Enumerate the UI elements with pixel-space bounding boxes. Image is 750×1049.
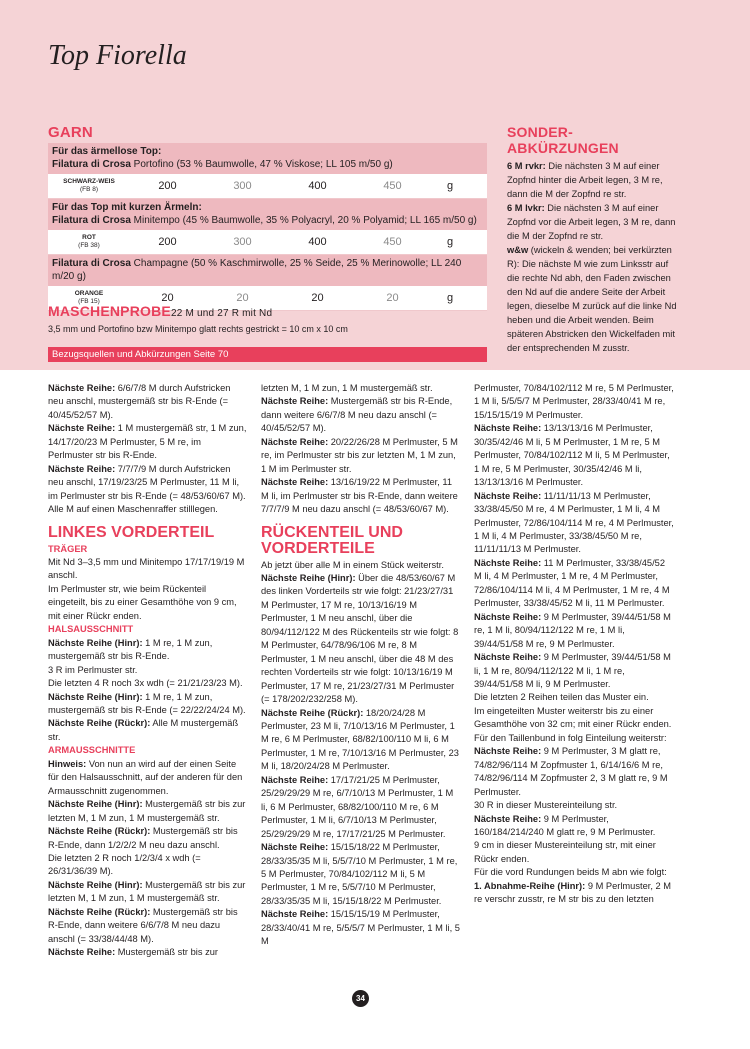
instruction-text: 1 M re, 1 M zun, mustergemäß str bis R-Ende (= 22/22/24/24 M). (48, 691, 246, 715)
instruction-text: 15/15/15/19 M Perlmuster, 28/33/40/41 M re, 5/5/5/7 M Perlmuster, 1 M li, 5 M (261, 909, 460, 947)
color-name: SCHWARZ-WEIS (63, 178, 115, 185)
row-label: Nächste Reihe: (261, 396, 329, 407)
text-column-2 (261, 382, 461, 949)
row-label: Nächste Reihe: (474, 746, 542, 757)
instruction-paragraph (261, 559, 461, 572)
instruction-paragraph (474, 705, 674, 732)
instruction-text: 9 M Perlmuster, 3 M glatt re, 74/82/96/114 M Zopfmuster 1, 6/14/16/6 M re, 74/82/96/114 M Zopfmuster 2, 3 M glatt re, 9 M Perlmuster. (474, 746, 668, 797)
instruction-text: 9 cm in dieser Mustereinteilung str, mit einer Rückr enden. (474, 840, 656, 864)
instruction-text: 3 R im Perlmuster str. (48, 664, 138, 675)
yarn-row-line1: Für das ärmellose Top: (52, 146, 162, 157)
section-heading: LINKES VORDERTEIL (48, 523, 215, 541)
instruction-text: 9 M Perlmuster, 39/44/51/58 M re, 1 M li, 80/94/112/122 M re, 1 M li, 39/44/51/58 M re, 9 M Perlmuster. (474, 611, 671, 649)
instruction-paragraph (474, 880, 674, 907)
yarn-size-row (48, 174, 487, 199)
instruction-paragraph (48, 691, 248, 718)
page-number: 34 (352, 990, 369, 1007)
instruction-text: 1 M mustergemäß str, 1 M zun, 14/17/20/23 M Perlmuster, 5 M re, im Perlmuster str bis R-Ende. (48, 423, 247, 461)
instruction-paragraph (261, 774, 461, 841)
color-code: (FB 8) (79, 186, 99, 193)
color-code: (FB 15) (78, 298, 100, 305)
instruction-paragraph (48, 946, 248, 959)
row-label: Nächste Reihe: (474, 490, 542, 501)
unit: g (446, 236, 454, 248)
color-code: (FB 38) (78, 242, 100, 249)
instruction-paragraph (48, 556, 248, 583)
row-label: Nächste Reihe: (48, 947, 116, 958)
sonder-body (507, 159, 677, 355)
instruction-paragraph (48, 677, 248, 690)
instruction-paragraph (261, 908, 461, 948)
instruction-text: Mustergemäß str bis zur (115, 947, 218, 958)
row-label: Nächste Reihe (Hinr): (261, 572, 356, 583)
size-value: 20 (386, 292, 399, 304)
row-label: Nächste Reihe (Rückr): (48, 906, 151, 917)
instruction-paragraph (474, 799, 674, 812)
row-label: Nächste Reihe: (261, 477, 329, 488)
sonder-abkuerzungen (507, 124, 677, 355)
text-column-3 (474, 382, 674, 907)
instruction-paragraph (474, 813, 674, 840)
size-value: 200 (158, 236, 177, 248)
row-label: Nächste Reihe: (261, 842, 329, 853)
row-label: Hinweis: (48, 758, 87, 769)
instruction-text: letzten M, 1 M zun, 1 M mustergemäß str. (261, 383, 433, 393)
color-label (48, 234, 130, 250)
size-value: 300 (233, 180, 252, 192)
instruction-text: Die letzten 2 Reihen teilen das Muster ein. (474, 692, 649, 703)
instruction-text: Mustergemäß str bis zur letzten M, 1 M zun, 1 M mustergemäß str. (48, 879, 246, 904)
instruction-text: Die letzten 4 R noch 3x wdh (= 21/21/23/23 M). (48, 678, 243, 689)
row-label: 1. Abnahme-Reihe (Hinr): (474, 880, 586, 891)
instruction-text: 1 M re, 1 M zun, mustergemäß str bis R-Ende. (48, 637, 213, 662)
instruction-text: 17/17/21/25 M Perlmuster, 25/29/29/29 M re, 6/7/10/13 M Perlmuster, 1 M li, 6 M Perlmuster, 68/82/100/110 M re, 6 M Perlmuster, 1 M li, 6/7/10/13 M Perlmuster, 25/29/29/29 M re, 17/17/21/25 M Perlmuster. (261, 774, 454, 839)
instruction-paragraph (261, 436, 461, 476)
row-label: Nächste Reihe: (474, 423, 542, 434)
maschenprobe-inline: 22 M und 27 R mit Nd (170, 308, 273, 319)
unit: g (446, 180, 454, 192)
instruction-text: 11 M Perlmuster, 33/38/45/52 M li, 4 M Perlmuster, 1 M re, 4 M Perlmuster, 72/86/104/114 M li, 4 M Perlmuster, 1 M re, 4 M Perlmuster, 33/38/45/52 M li, 11 M Perlmuster. (474, 557, 670, 609)
abbr-term: w&w (507, 245, 529, 255)
yarn-row-head (48, 199, 487, 230)
yarn-brand: Filatura di Crosa (52, 158, 131, 170)
instruction-text: 20/22/26/28 M Perlmuster, 5 M re, im Perlmuster str bis zur letzten M, 1 M zun, 1 M im Perlmuster str. (261, 436, 458, 474)
size-value: 20 (161, 292, 174, 304)
instruction-text: Alle M mustergemäß str. (48, 718, 239, 742)
instruction-paragraph (474, 490, 674, 557)
instruction-paragraph (474, 611, 674, 651)
yarn-desc: Minitempo (45 % Baumwolle, 35 % Polyacryl, 20 % Polyamid; LL 165 m/50 g) (130, 214, 477, 226)
instruction-text: Mustergemäß str bis R-Ende, dann 1/2/2/2 M neu dazu anschl. (48, 826, 238, 850)
yarn-table (48, 143, 487, 311)
row-label: Nächste Reihe: (48, 463, 116, 474)
instruction-paragraph (48, 825, 248, 852)
instruction-text: Über die 48/53/60/67 M des linken Vorderteils str wie folgt: 21/23/27/31 M Perlmuster, 17 M re, 10/13/16/19 M Perlmuster, 1 M neu anschl, über die 80/94/112/122 M des Rückenteils str wie folgt: 8 M Perlmuster, 64/78/96/106 M re, 8 M Perlmuster, 1 M neu anschl, über die 48 M des rechten Vorderteils str wie folgt: 10/13/16/19 M Perlmuster, 17 M re, 21/23/27/31 M Perlmuster (= 178/202/232/258 M). (261, 572, 459, 705)
size-value: 200 (158, 180, 177, 192)
yarn-row-head (48, 255, 487, 286)
instruction-text: Für die vord Rundungen beids M abn wie folgt: (474, 867, 667, 878)
instruction-paragraph (48, 583, 248, 623)
instruction-text: Von nun an wird auf der einen Seite für den Halsausschnitt, auf der anderen für den Armausschnitt zugenommen. (48, 758, 243, 796)
row-label: Nächste Reihe: (474, 652, 542, 663)
size-value: 450 (383, 236, 402, 248)
subsection-heading: ARMAUSSCHNITTE (48, 745, 136, 756)
subsection-heading: HALSAUSSCHNITT (48, 624, 134, 635)
instruction-paragraph (474, 382, 674, 422)
row-label: Nächste Reihe (Hinr): (48, 637, 143, 648)
maschenprobe-title: MASCHENPROBE (48, 303, 171, 319)
abbr-text: Die nächsten 3 M auf einer Zopfnd vor die Arbeit legen, 3 M re, dann die M der Zopfnd re str. (507, 203, 676, 241)
instruction-text: Alle M auf einen Maschenraffer stilllegen. (48, 504, 218, 515)
abbr-text: Die nächsten 3 M auf einer Zopfnd hinter die Arbeit legen, 3 M re, dann die M der Zopfnd re str. (507, 161, 663, 199)
instruction-paragraph (48, 664, 248, 677)
row-label: Nächste Reihe (Hinr): (48, 691, 143, 702)
instruction-paragraph (48, 906, 248, 946)
instruction-text: 13/16/19/22 M Perlmuster, 11 M li, im Perlmuster str bis R-Ende, dann weitere 7/7/7/9 M neu dazu anschl (= 48/53/60/67 M). (261, 477, 458, 515)
instruction-paragraph (474, 422, 674, 489)
instruction-text: Die letzten 2 R noch 1/2/3/4 x wdh (= 26/31/36/39 M). (48, 852, 201, 877)
instruction-paragraph (261, 572, 461, 707)
color-name: ROT (82, 234, 96, 241)
instruction-paragraph (474, 866, 674, 879)
instruction-paragraph (474, 732, 674, 745)
sonder-heading: SONDER-ABKÜRZUNGEN (507, 124, 619, 156)
instruction-text: 11/11/11/13 M Perlmuster, 33/38/45/50 M re, 4 M Perlmuster, 1 M li, 4 M Perlmuster, 72/86/104/114 M re, 4 M Perlmuster, 1 M li, 4 M Perlmuster, 33/38/45/50 M re, 11/11/11/13 M Perlmuster. (474, 490, 674, 555)
row-label: Nächste Reihe: (261, 436, 329, 447)
page-title: Top Fiorella (48, 40, 187, 71)
instruction-paragraph (48, 717, 248, 744)
size-value: 400 (308, 236, 327, 248)
instruction-paragraph (48, 382, 248, 422)
instruction-paragraph (474, 839, 674, 866)
instruction-text: 7/7/7/9 M durch Aufstricken neu anschl, 17/19/23/25 M Perlmuster, 11 M li, im Perlmuster str bis R-Ende (= 48/53/60/67 M). (48, 463, 246, 501)
instruction-text: Mustergemäß str bis zur letzten M, 1 M zun, 1 M mustergemäß str. (48, 799, 246, 823)
row-label: Nächste Reihe: (474, 813, 542, 824)
size-value: 400 (308, 180, 327, 192)
bezugsquellen-bar: Bezugsquellen und Abkürzungen Seite 70 (48, 347, 487, 362)
text-column-1 (48, 382, 248, 960)
abbr-term: 6 M lvkr: (507, 203, 545, 213)
instruction-text: Mit Nd 3–3,5 mm und Minitempo 17/17/19/19 M anschl. (48, 556, 245, 581)
instruction-text: 18/20/24/28 M Perlmuster, 23 M li, 7/10/13/16 M Perlmuster, 1 M re, 6 M Perlmuster, 68/82/100/110 M li, 6 M Perlmuster, 1 M re, 7/10/13/16 M Perlmuster, 23 M li, 18/20/24/28 M Perlmuster. (261, 707, 459, 772)
instruction-paragraph (48, 637, 248, 664)
instruction-text: Mustergemäß str bis R-Ende, dann weitere 6/6/7/8 M neu dazu anschl (= 33/38/44/48 M). (48, 906, 238, 944)
yarn-size-row (48, 230, 487, 255)
instruction-text: 9 M Perlmuster, 160/184/214/240 M glatt re, 9 M Perlmuster. (474, 813, 656, 837)
instruction-text: Im eingeteilten Muster weiterstr bis zu einer Gesamthöhe von 32 cm; mit einer Rückr enden. (474, 705, 672, 730)
garn-heading: GARN (48, 124, 93, 141)
row-label: Nächste Reihe: (48, 423, 116, 434)
row-label: Nächste Reihe: (261, 909, 329, 920)
instruction-paragraph (48, 852, 248, 879)
instruction-text: Für den Taillenbund in folg Einteilung weiterstr: (474, 732, 667, 743)
row-label: Nächste Reihe: (474, 557, 542, 568)
instruction-paragraph (261, 395, 461, 435)
row-label: Nächste Reihe: (48, 383, 116, 393)
unit: g (446, 292, 454, 304)
yarn-desc: Portofino (53 % Baumwolle, 47 % Viskose; LL 105 m/50 g) (130, 158, 393, 170)
yarn-brand: Filatura di Crosa (52, 214, 131, 226)
size-value: 20 (236, 292, 249, 304)
instruction-paragraph (474, 691, 674, 704)
abbr-term: 6 M rvkr: (507, 161, 546, 171)
row-label: Nächste Reihe: (474, 611, 542, 622)
instruction-paragraph (48, 879, 248, 906)
color-label (48, 178, 130, 194)
color-name: ORANGE (74, 290, 104, 297)
instruction-text: 13/13/13/16 M Perlmuster, 30/35/42/46 M li, 5 M Perlmuster, 1 M re, 5 M Perlmuster, 70/84/102/112 M li, 5 M Perlmuster, 1 M re, 5 M Perlmuster, 30/35/42/46 M li, 13/13/13/16 M Perlmuster. (474, 423, 670, 488)
instruction-paragraph (48, 798, 248, 825)
instruction-text: Ab jetzt über alle M in einem Stück weiterstr. (261, 559, 444, 570)
instruction-paragraph (474, 745, 674, 799)
subsection-heading: TRÄGER (48, 543, 88, 554)
instruction-text: 6/6/7/8 M durch Aufstricken neu anschl, mustergemäß str bis R-Ende (= 40/45/52/57 M). (48, 383, 231, 420)
instruction-paragraph (261, 476, 461, 516)
instruction-text: 15/15/18/22 M Perlmuster, 28/33/35/35 M li, 5/5/7/10 M Perlmuster, 1 M re, 5 M Perlmuster, 70/84/102/112 M li, 5 M Perlmuster, 1 M re, 5/5/7/10 M Perlmuster, 28/33/35/35 M li, 15/15/18/22 M Perlmuster. (261, 842, 458, 906)
row-label: Nächste Reihe: (261, 774, 329, 785)
instruction-paragraph (261, 841, 461, 908)
instruction-text: 9 M Perlmuster, 39/44/51/58 M li, 1 M re, 80/94/112/122 M li, 1 M re, 39/44/51/58 M li, 9 M Perlmuster. (474, 652, 671, 689)
yarn-row-head (48, 143, 487, 174)
section-heading: RÜCKENTEIL UND VORDERTEILE (261, 523, 403, 557)
size-value: 20 (311, 292, 324, 304)
instruction-paragraph (48, 422, 248, 462)
maschenprobe-text: 3,5 mm und Portofino bzw Minitempo glatt rechts gestrickt = 10 cm x 10 cm (48, 324, 348, 334)
yarn-row-line1: Für das Top mit kurzen Ärmeln: (52, 202, 202, 213)
instruction-text: Perlmuster, 70/84/102/112 M re, 5 M Perlmuster, 1 M li, 5/5/5/7 M Perlmuster, 28/33/40/41 M re, 15/15/15/19 M Perlmuster. (474, 383, 674, 420)
abbr-text: (wickeln & wenden; bei verkürzten R): Die nächste M wie zum Linksstr auf die rechte Nd abh, den Faden zwischen den Nd auf die andere Seite der Arbeit legen, dieselbe M zurück auf die linke Nd heben und die Arbeit wenden. Beim späteren Abstricken den Wickelfaden mit der entsprechenden M zusstr. (507, 245, 677, 353)
size-value: 450 (383, 180, 402, 192)
instruction-text: Im Perlmuster str, wie beim Rückenteil eingeteilt, bis zu einer Gesamthöhe von 9 cm, mit einer Rückr enden. (48, 583, 237, 621)
instruction-paragraph (261, 707, 461, 774)
instruction-paragraph (48, 503, 248, 516)
maschenprobe-heading (48, 303, 272, 319)
row-label: Nächste Reihe (Hinr): (48, 799, 143, 810)
instruction-paragraph (474, 557, 674, 611)
row-label: Nächste Reihe (Hinr): (48, 879, 143, 890)
instruction-paragraph (48, 758, 248, 798)
row-label: Nächste Reihe (Rückr): (48, 826, 151, 837)
row-label: Nächste Reihe (Rückr): (48, 718, 151, 729)
instruction-text: 30 R in dieser Mustereinteilung str. (474, 800, 618, 811)
instruction-text: 9 M Perlmuster, 2 M re verschr zusstr, re M str bis zu den letzten (474, 880, 671, 905)
instruction-paragraph (48, 463, 248, 503)
yarn-desc: Champagne (50 % Kaschmirwolle, 25 % Seide, 25 % Merinowolle; LL 240 m/20 g) (52, 258, 462, 282)
instruction-paragraph (261, 382, 461, 395)
yarn-brand: Filatura di Crosa (52, 258, 131, 269)
size-value: 300 (233, 236, 252, 248)
instruction-paragraph (474, 651, 674, 691)
instruction-text: Mustergemäß str bis R-Ende, dann weitere 6/6/7/8 M neu dazu anschl (= 40/45/52/57 M). (261, 396, 453, 434)
row-label: Nächste Reihe (Rückr): (261, 707, 364, 718)
